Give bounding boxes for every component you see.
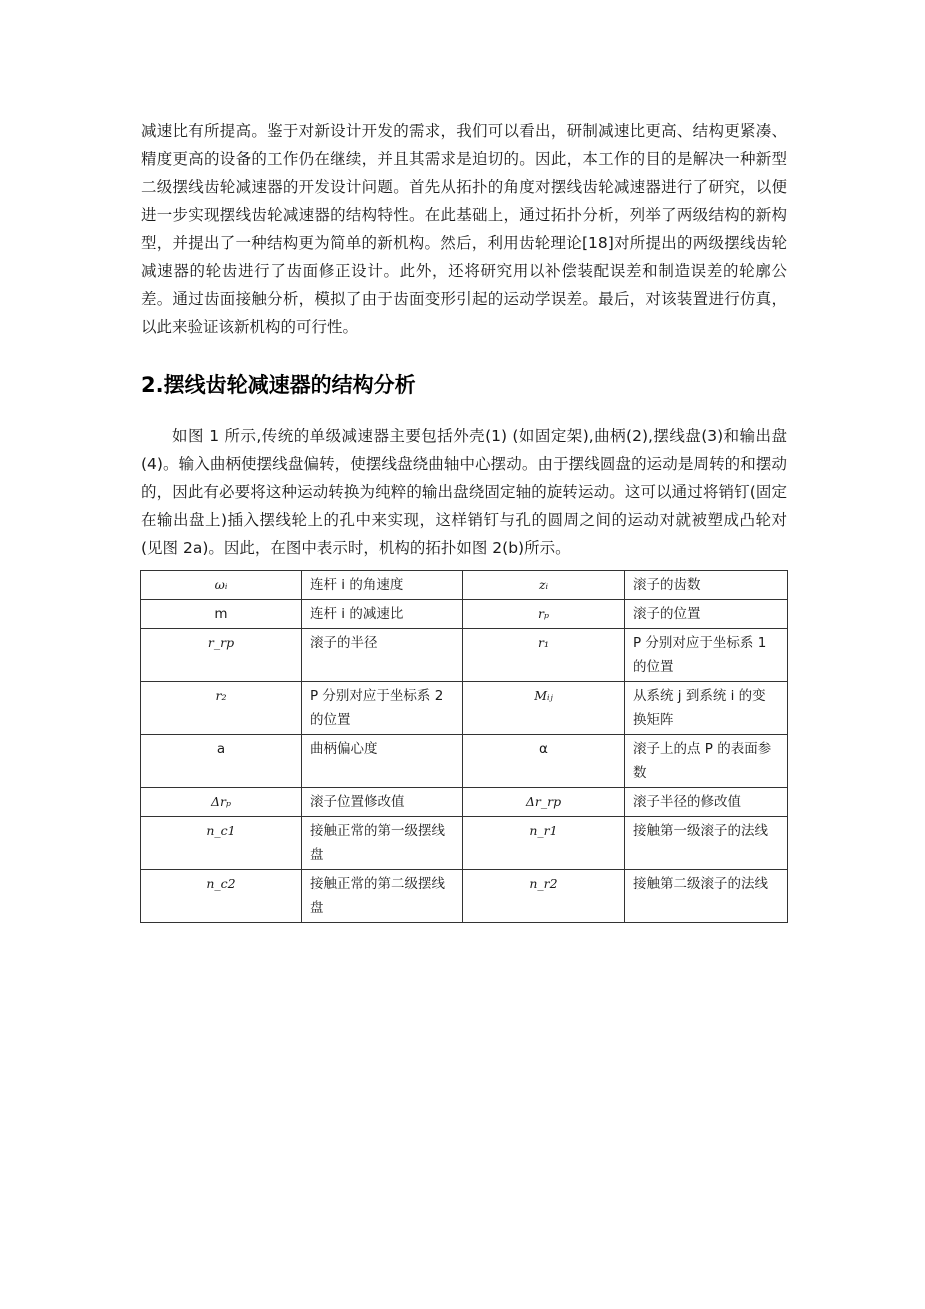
description-cell: 从系统 j 到系统 i 的变换矩阵 bbox=[625, 682, 788, 735]
symbol-cell: r₂ bbox=[141, 682, 302, 735]
section-heading: 2.摆线齿轮减速器的结构分析 bbox=[141, 373, 416, 397]
symbol-cell: rₚ bbox=[463, 600, 625, 629]
description-cell: 接触第二级滚子的法线 bbox=[625, 870, 788, 923]
symbol-cell: ωᵢ bbox=[141, 571, 302, 600]
description-cell: 滚子的半径 bbox=[302, 629, 463, 682]
description-cell: 连杆 i 的减速比 bbox=[302, 600, 463, 629]
symbol-cell: zᵢ bbox=[463, 571, 625, 600]
description-cell: 接触第一级滚子的法线 bbox=[625, 817, 788, 870]
intro-paragraph: 减速比有所提高。鉴于对新设计开发的需求，我们可以看出，研制减速比更高、结构更紧凑、精度更高的设备的工作仍在继续，并且其需求是迫切的。因此，本工作的目的是解决一种新型二级摆线齿轮减速器的开发设计问题。首先从拓扑的角度对摆线齿轮减速器进行了研究，以便进一步实现摆线齿轮减速器的结构特性。在此基础上，通过拓扑分析，列举了两级结构的新构型，并提出了一种结构更为简单的新机构。然后，利用齿轮理论[18]对所提出的两级摆线齿轮减速器的轮齿进行了齿面修正设计。此外，还将研究用以补偿装配误差和制造误差的轮廓公差。通过齿面接触分析，模拟了由于齿面变形引起的运动学误差。最后，对该装置进行仿真，以此来验证该新机构的可行性。 bbox=[141, 122, 787, 336]
description-cell: 滚子的位置 bbox=[625, 600, 788, 629]
symbol-cell: a bbox=[141, 735, 302, 788]
symbol-cell: n_c1 bbox=[141, 817, 302, 870]
description-cell: 曲柄偏心度 bbox=[302, 735, 463, 788]
description-cell: 接触正常的第二级摆线盘 bbox=[302, 870, 463, 923]
symbol-cell: α bbox=[463, 735, 625, 788]
description-cell: 滚子上的点 P 的表面参数 bbox=[625, 735, 788, 788]
symbol-cell: r_rp bbox=[141, 629, 302, 682]
symbol-cell: n_c2 bbox=[141, 870, 302, 923]
table-row bbox=[141, 870, 788, 923]
description-cell: 滚子的齿数 bbox=[625, 571, 788, 600]
table-row bbox=[141, 629, 788, 682]
table-row bbox=[141, 817, 788, 870]
symbol-cell: Δrₚ bbox=[141, 788, 302, 817]
symbol-cell: Δr_rp bbox=[463, 788, 625, 817]
table-row bbox=[141, 788, 788, 817]
symbol-cell: n_r1 bbox=[463, 817, 625, 870]
description-cell: P 分别对应于坐标系 2 的位置 bbox=[302, 682, 463, 735]
symbol-cell: n_r2 bbox=[463, 870, 625, 923]
description-cell: 滚子位置修改值 bbox=[302, 788, 463, 817]
symbol-cell: Mᵢⱼ bbox=[463, 682, 625, 735]
description-cell: 连杆 i 的角速度 bbox=[302, 571, 463, 600]
symbol-cell: r₁ bbox=[463, 629, 625, 682]
description-cell: 滚子半径的修改值 bbox=[625, 788, 788, 817]
table-row bbox=[141, 571, 788, 600]
description-cell: P 分别对应于坐标系 1 的位置 bbox=[625, 629, 788, 682]
symbol-table bbox=[140, 570, 788, 923]
table-row bbox=[141, 735, 788, 788]
table-row bbox=[141, 682, 788, 735]
structure-paragraph: 如图 1 所示,传统的单级减速器主要包括外壳(1) (如固定架),曲柄(2),摆线盘(3)和输出盘(4)。输入曲柄使摆线盘偏转，使摆线盘绕曲轴中心摆动。由于摆线圆盘的运动是周转的和摆动的，因此有必要将这种运动转换为纯粹的输出盘绕固定轴的旋转运动。这可以通过将销钉(固定在输出盘上)插入摆线轮上的孔中来实现，这样销钉与孔的圆周之间的运动对就被塑成凸轮对(见图 2a)。因此，在图中表示时，机构的拓扑如图 2(b)所示。 bbox=[141, 427, 787, 557]
symbol-cell: m bbox=[141, 600, 302, 629]
description-cell: 接触正常的第一级摆线盘 bbox=[302, 817, 463, 870]
table-row bbox=[141, 600, 788, 629]
